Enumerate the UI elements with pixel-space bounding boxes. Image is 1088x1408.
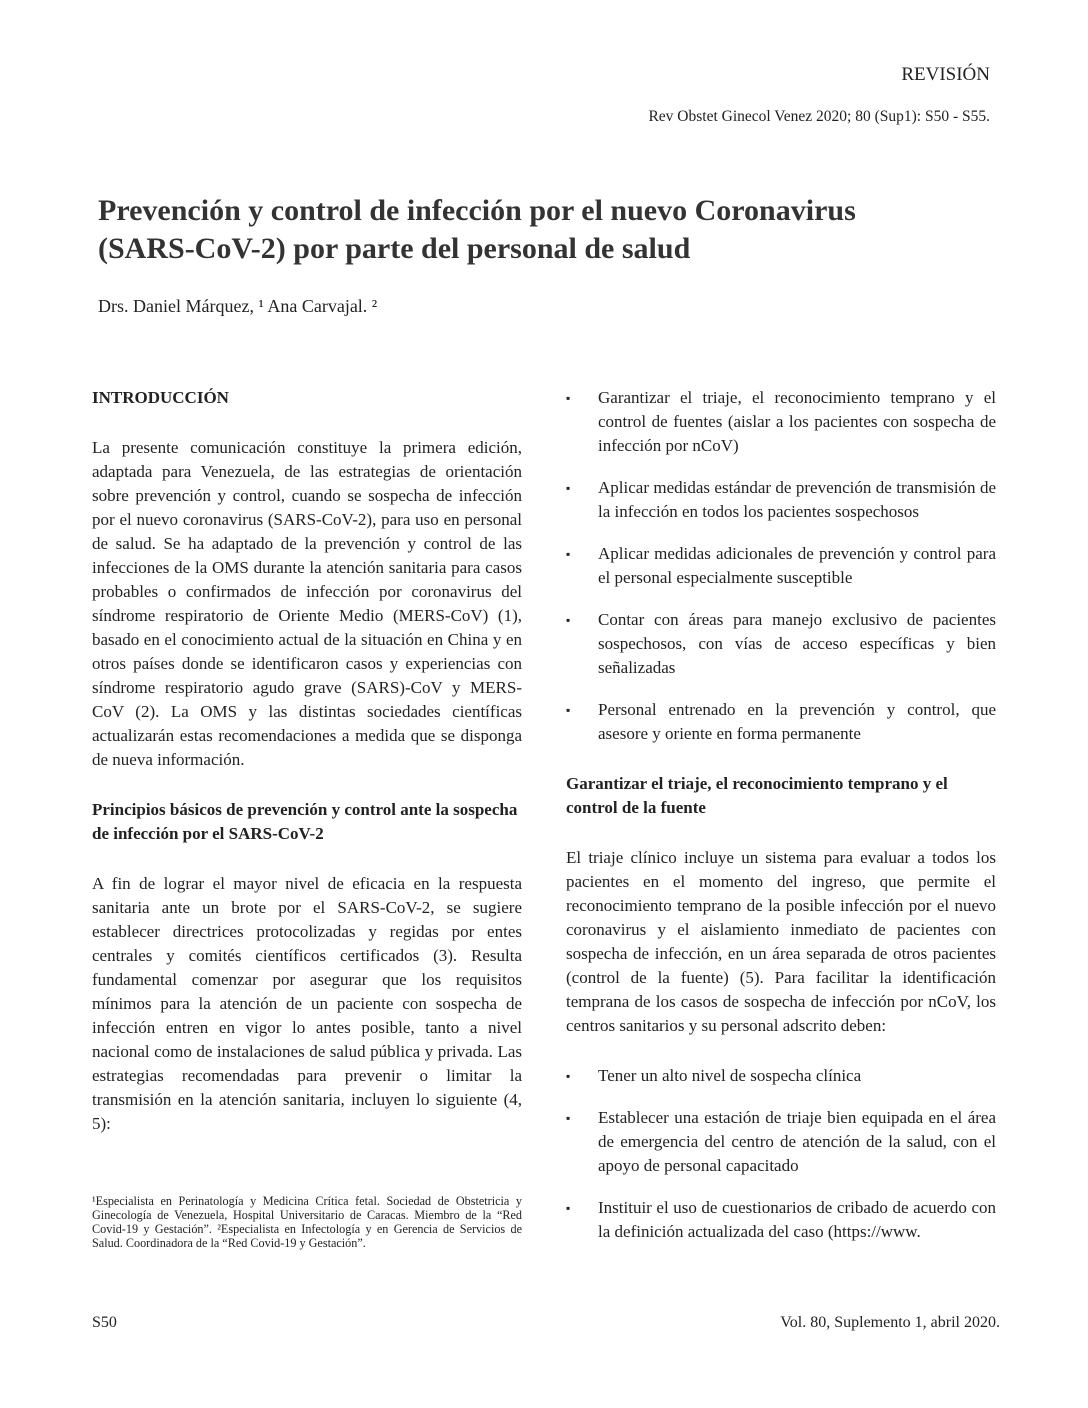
- list-item: [566, 386, 996, 458]
- list-item-text: Contar con áreas para manejo exclusivo de pacientes sospechosos, con vías de acceso específicas y bien señalizadas: [598, 610, 996, 677]
- title-line-2: (SARS-CoV-2) por parte del personal de salud: [98, 232, 691, 265]
- article-title: [98, 192, 958, 268]
- list-item: [566, 698, 996, 746]
- principles-heading: Principios básicos de prevención y control ante la sospecha de infección por el SARS-CoV-2: [92, 800, 518, 843]
- bullet-icon: ▪: [566, 1111, 571, 1125]
- list-item: [566, 608, 996, 680]
- bullet-icon: ▪: [566, 1069, 571, 1083]
- right-column: [566, 386, 996, 1270]
- list-item-text: Personal entrenado en la prevención y control, que asesore y oriente en forma permanente: [598, 700, 996, 743]
- triage-list: [566, 1064, 996, 1244]
- bullet-icon: ▪: [566, 1201, 571, 1215]
- list-item-text: Instituir el uso de cuestionarios de cribado de acuerdo con la definición actualizada del caso (https://www.: [598, 1198, 996, 1241]
- triage-paragraph: El triaje clínico incluye un sistema para evaluar a todos los pacientes en el momento del ingreso, que permite el reconocimiento temprano de la posible infección por el nuevo coronavirus y el aislamiento inmediato de pacientes con sospecha de infección, en un área separada de otros pacientes (control de la fuente) (5). Para facilitar la identificación temprana de los casos de sospecha de infección por nCoV, los centros sanitarios y su personal adscrito deben:: [566, 848, 996, 1035]
- list-item-text: Tener un alto nivel de sospecha clínica: [598, 1066, 862, 1085]
- bullet-icon: ▪: [566, 703, 571, 717]
- bullet-icon: ▪: [566, 391, 571, 405]
- journal-citation: Rev Obstet Ginecol Venez 2020; 80 (Sup1): S50 - S55.: [648, 108, 990, 125]
- bullet-icon: ▪: [566, 481, 571, 495]
- volume-info: Vol. 80, Suplemento 1, abril 2020.: [780, 1314, 1000, 1331]
- list-item: [566, 476, 996, 524]
- principles-paragraph: A fin de lograr el mayor nivel de eficacia en la respuesta sanitaria ante un brote por el SARS-CoV-2, se sugiere establecer directrices protocolizadas y regidas por entes centrales y comités científicos certificados (3). Resulta fundamental comenzar por asegurar que los requisitos mínimos para la atención de un paciente con sospecha de infección entren en vigor lo antes posible, tanto a nivel nacional como de instalaciones de salud pública y privada. Las estrategias recomendadas para prevenir o limitar la transmisión en la atención sanitaria, incluyen lo siguiente (4, 5):: [92, 874, 522, 1133]
- intro-paragraph: La presente comunicación constituye la primera edición, adaptada para Venezuela, de las estrategias de orientación sobre prevención y control, cuando se sospecha de infección por el nuevo coronavirus (SARS-CoV-2), para uso en personal de salud. Se ha adaptado de la prevención y control de las infecciones de la OMS durante la atención sanitaria para casos probables o confirmados de infección por coronavirus del síndrome respiratorio de Oriente Medio (MERS-CoV) (1), basado en el conocimiento actual de la situación en China y en otros países donde se identificaron casos y experiencias con síndrome respiratorio agudo grave (SARS)-CoV y MERS-CoV (2). La OMS y las distintas sociedades científicas actualizarán estas recomendaciones a medida que se disponga de nueva información.: [92, 438, 522, 769]
- intro-heading: INTRODUCCIÓN: [92, 388, 229, 407]
- list-item: [566, 1196, 996, 1244]
- author-footnote: ¹Especialista en Perinatología y Medicina Crítica fetal. Sociedad de Obstetricia y Ginecología de Venezuela, Hospital Universitario de Caracas. Miembro de la “Red Covid-19 y Gestación”. ²Especialista en Infectología y en Gerencia de Servicios de Salud. Coordinadora de la “Red Covid-19 y Gestación”.: [92, 1194, 522, 1250]
- left-column: [92, 386, 522, 1162]
- list-item: [566, 542, 996, 590]
- list-item-text: Establecer una estación de triaje bien equipada en el área de emergencia del centro de atención de la salud, con el apoyo de personal capacitado: [598, 1108, 996, 1175]
- section-label: REVISIÓN: [901, 64, 990, 85]
- author-list: Drs. Daniel Márquez, ¹ Ana Carvajal. ²: [98, 296, 378, 316]
- triage-heading: Garantizar el triaje, el reconocimiento temprano y el control de la fuente: [566, 774, 948, 817]
- bullet-icon: ▪: [566, 613, 571, 627]
- list-item-text: Aplicar medidas adicionales de prevención y control para el personal especialmente susceptible: [598, 544, 996, 587]
- list-item: [566, 1064, 996, 1088]
- bullet-icon: ▪: [566, 547, 571, 561]
- list-item: [566, 1106, 996, 1178]
- title-line-1: Prevención y control de infección por el nuevo Coronavirus: [98, 194, 856, 227]
- list-item-text: Garantizar el triaje, el reconocimiento temprano y el control de fuentes (aislar a los pacientes con sospecha de infección por nCoV): [598, 388, 996, 455]
- list-item-text: Aplicar medidas estándar de prevención de transmisión de la infección en todos los pacientes sospechosos: [598, 478, 996, 521]
- page-number: S50: [92, 1314, 117, 1331]
- strategy-list: [566, 386, 996, 746]
